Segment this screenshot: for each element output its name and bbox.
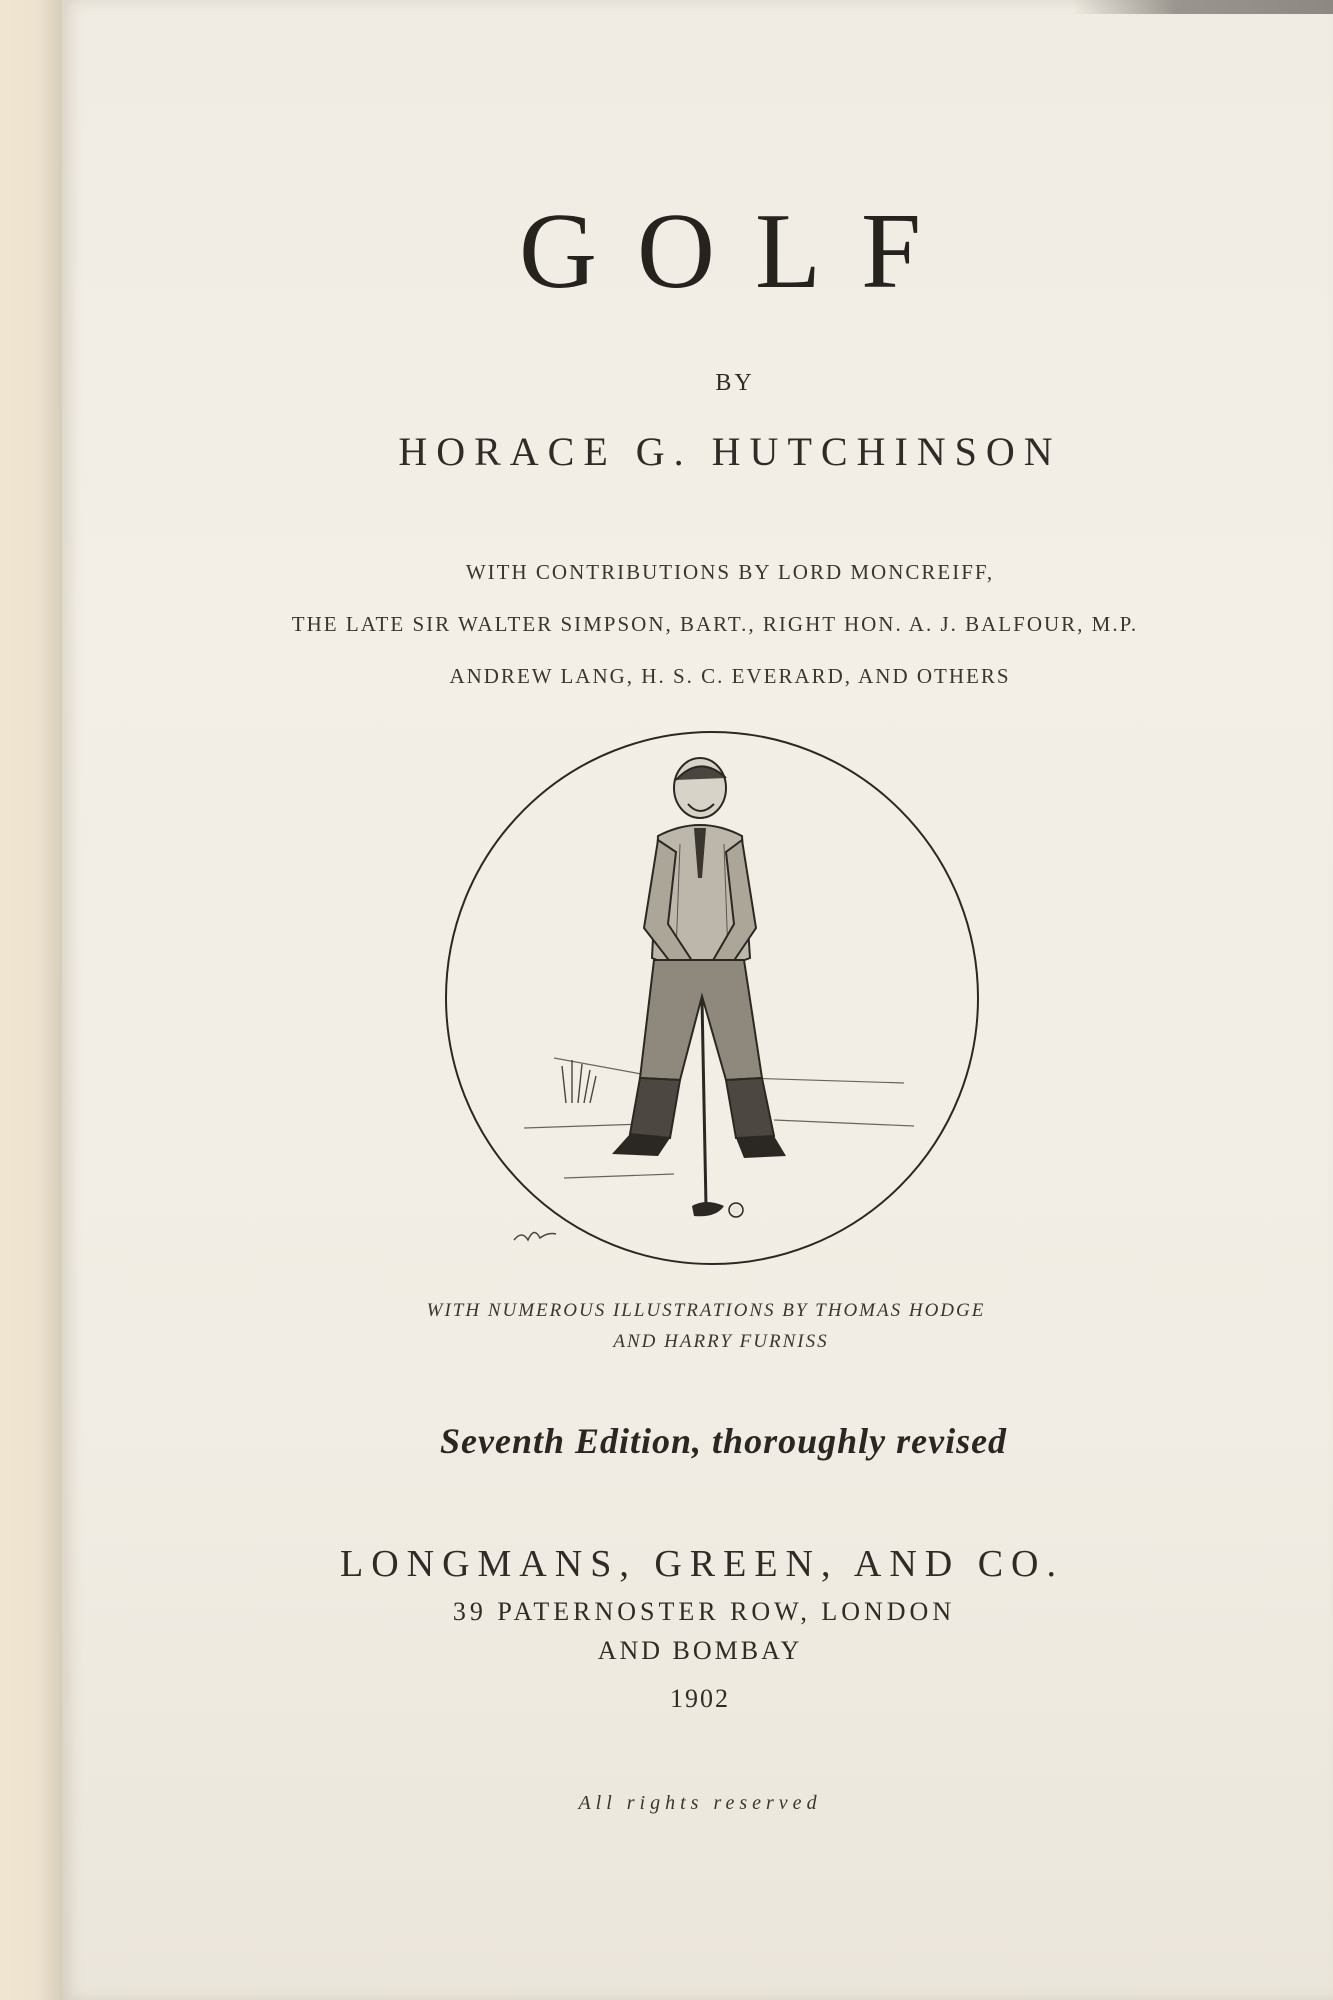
publisher-address-line2: AND BOMBAY (597, 1636, 803, 1665)
golfer-engraving-icon (444, 728, 980, 1268)
book-title: GOLF (518, 192, 962, 311)
page-corner-shadow (1073, 0, 1333, 14)
illustrators-line: WITH NUMEROUS ILLUSTRATIONS BY THOMAS HODGE (426, 1300, 986, 1321)
contributors-line: THE LATE SIR WALTER SIMPSON, BART., RIGHT HON. A. J. BALFOUR, M.P. (291, 612, 1139, 636)
edition-note: Seventh Edition, thoroughly revised (440, 1421, 1008, 1461)
rights-notice: All rights reserved (578, 1792, 822, 1814)
by-line: BY (715, 370, 755, 396)
book-spine-gutter (0, 0, 70, 2000)
publication-year: 1902 (670, 1684, 730, 1713)
illustrators-line: AND HARRY FURNISS (613, 1331, 829, 1352)
publisher-name: LONGMANS, GREEN, AND CO. (339, 1543, 1065, 1585)
publisher-address: 39 PATERNOSTER ROW, LONDON (452, 1597, 956, 1626)
author-name: HORACE G. HUTCHINSON (398, 429, 1062, 474)
contributors-line: WITH CONTRIBUTIONS BY LORD MONCREIFF, (465, 560, 995, 584)
contributors-line: ANDREW LANG, H. S. C. EVERARD, AND OTHERS (449, 664, 1011, 688)
